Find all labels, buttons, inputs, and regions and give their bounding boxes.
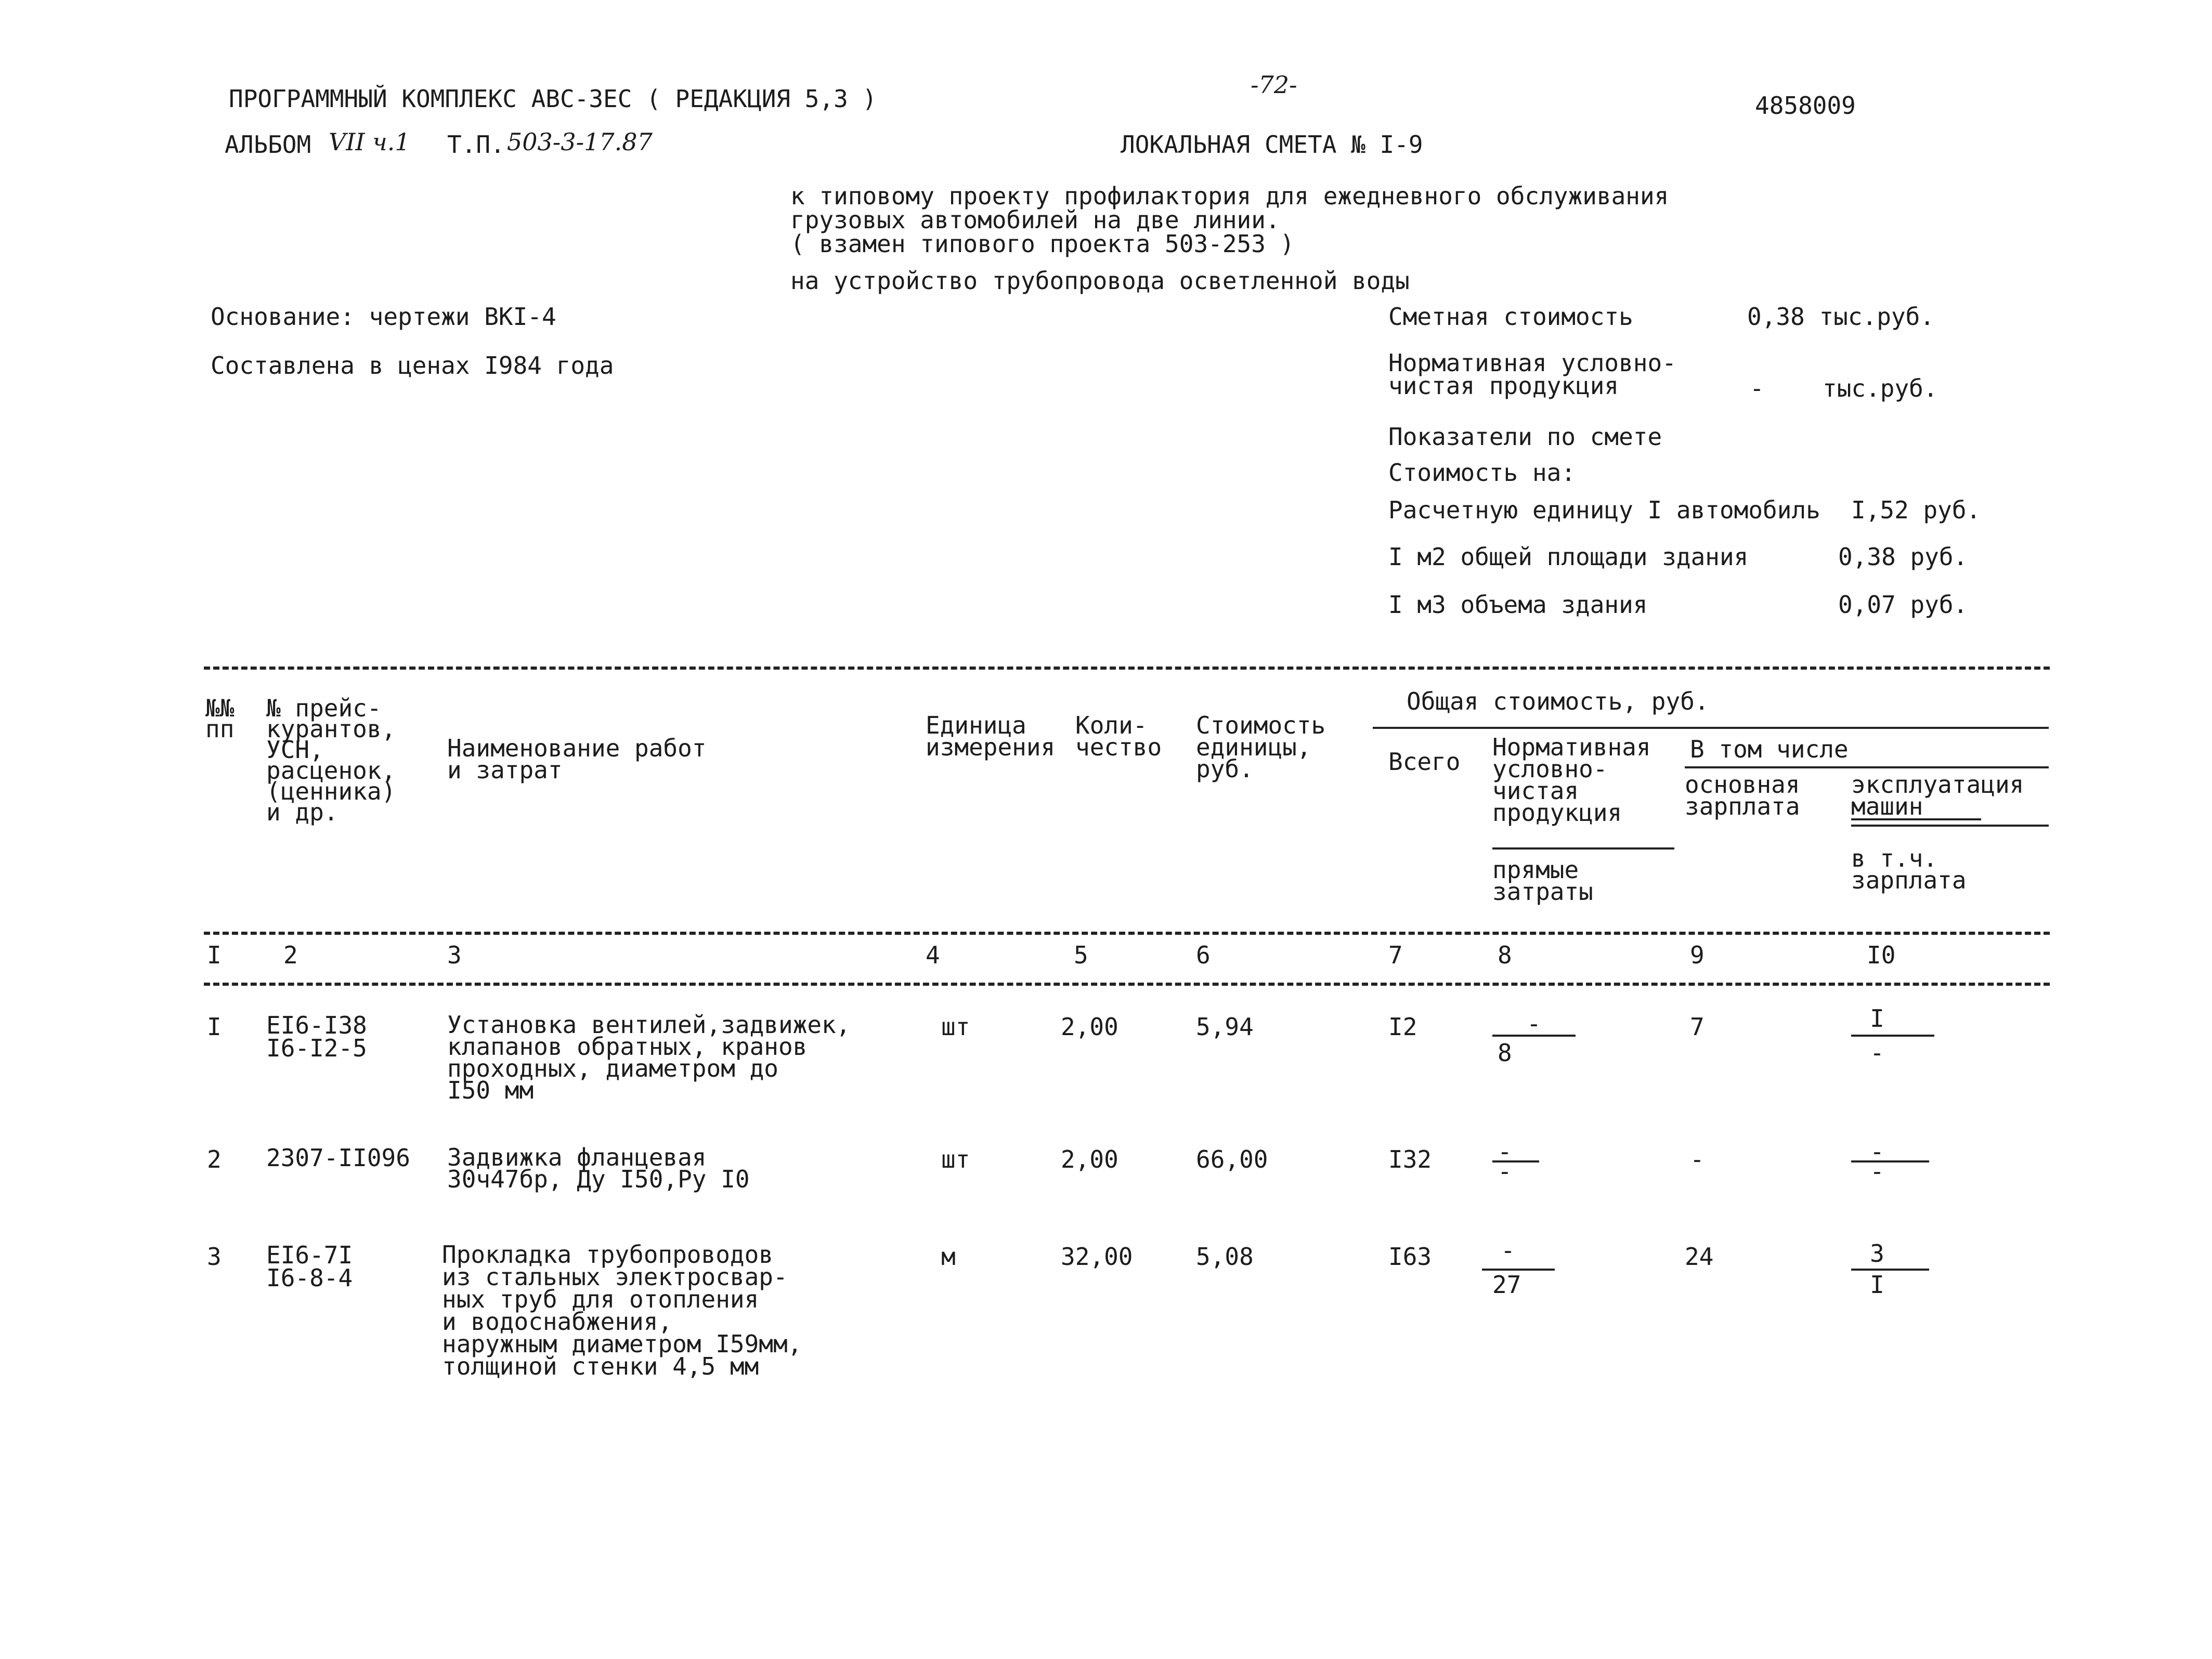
album-label: АЛЬБОМ <box>225 130 311 159</box>
cost-value: 0,38 тыс.руб. <box>1747 303 1935 331</box>
ncp-split-rule <box>1492 847 1674 850</box>
column-numbers-rule <box>204 983 2050 986</box>
row-machines-bottom: - <box>1870 1039 1884 1067</box>
col-number-8: 8 <box>1498 941 1512 969</box>
header-quantity: Коли- чество <box>1075 711 1162 761</box>
header-total: Всего <box>1388 748 1461 776</box>
row-machines-top: I <box>1870 1004 1884 1033</box>
ncp-value: - <box>1750 374 1764 402</box>
page-number: -72- <box>1251 71 1297 99</box>
row-machines-bottom: I <box>1870 1271 1884 1299</box>
header-incl-group: В том числе <box>1690 735 1849 763</box>
volume-indicator-label: I м3 объема здания <box>1388 591 1648 619</box>
row-ncp-bottom: 8 <box>1498 1039 1512 1067</box>
area-indicator-value: 0,38 руб. <box>1838 543 1968 571</box>
col-number-7: 7 <box>1388 941 1403 969</box>
area-indicator-label: I м2 общей площади здания <box>1388 543 1749 571</box>
row-total: I32 <box>1388 1145 1432 1173</box>
row-machines-rule <box>1851 1035 1934 1037</box>
ncp-unit: тыс.руб. <box>1823 374 1938 402</box>
row-machines-top: 3 <box>1870 1239 1884 1268</box>
row-ncp-rule <box>1492 1035 1576 1037</box>
header-bottom-rule <box>204 932 2050 935</box>
col-number-3: 3 <box>447 941 462 969</box>
col-number-1: I <box>207 941 222 969</box>
header-unit-cost: Стоимость единицы, руб. <box>1196 711 1326 783</box>
col-number-4: 4 <box>926 941 940 969</box>
row-name: Задвижка фланцевая 30ч47бр, Ду I50,Ру I0 <box>447 1143 750 1193</box>
header-price-code: № прейс- курантов, УСН, расценок, (ценника) и др. <box>266 694 396 826</box>
subject-line-1: к типовому проекту профилактория для ежедневного обслуживания <box>790 182 1669 210</box>
row-unit: м <box>941 1243 956 1271</box>
document-code: 4858009 <box>1755 92 1856 120</box>
header-machines: эксплуатация машин <box>1851 770 2024 820</box>
row-code: ЕI6-7I I6-8-4 <box>266 1241 353 1292</box>
row-total: I63 <box>1388 1243 1432 1271</box>
indicators-label: Показатели по смете <box>1388 423 1662 451</box>
basis-text: Основание: чертежи ВКI-4 <box>211 303 556 331</box>
program-title: ПРОГРАММНЫЙ КОМПЛЕКС АВС-ЗЕС ( РЕДАКЦИЯ 5,3 ) <box>229 85 877 113</box>
row-code: ЕI6-I38 I6-I2-5 <box>266 1011 367 1062</box>
row-unit-cost: 66,00 <box>1196 1145 1268 1173</box>
col-number-6: 6 <box>1196 941 1211 969</box>
row-ncp-top: - <box>1501 1236 1515 1264</box>
total-group-rule <box>1373 727 2049 729</box>
row-machines-rule <box>1851 1269 1929 1271</box>
row-number: 3 <box>207 1243 222 1271</box>
header-work-name: Наименование работ и затрат <box>447 734 707 784</box>
row-salary: 7 <box>1690 1013 1704 1041</box>
row-quantity: 2,00 <box>1061 1013 1118 1041</box>
table-top-rule <box>204 667 2050 670</box>
row-name: Прокладка трубопроводов из стальных электросвар- ных труб для отопления и водоснабжения, наружным диаметром I59мм, толщиной стенки 4,5 мм <box>442 1240 802 1380</box>
row-quantity: 32,00 <box>1061 1243 1133 1271</box>
row-ncp-top: - <box>1498 1138 1512 1166</box>
row-ncp-bottom: - <box>1498 1157 1512 1185</box>
row-machines-bottom: - <box>1870 1157 1884 1185</box>
header-direct-costs: прямые затраты <box>1492 856 1593 906</box>
volume-indicator-value: 0,07 руб. <box>1838 591 1968 619</box>
unit-indicator-label: Расчетную единицу I автомобиль <box>1388 496 1820 524</box>
cost-label: Сметная стоимость <box>1388 303 1633 331</box>
ncp-label: Нормативная условно- чистая продукция <box>1388 349 1676 400</box>
col-number-9: 9 <box>1690 941 1704 969</box>
header-unit: Единица измерения <box>926 711 1056 761</box>
tp-label: Т.П. <box>447 130 505 159</box>
col-number-2: 2 <box>283 941 298 969</box>
row-code: 2307-II096 <box>266 1144 410 1172</box>
unit-indicator-value: I,52 руб. <box>1851 496 1981 524</box>
header-total-group: Общая стоимость, руб. <box>1407 687 1709 715</box>
album-value: VII ч.1 <box>329 128 410 156</box>
row-name: Установка вентилей,задвижек, клапанов обратных, кранов проходных, диаметром до I50 мм <box>447 1011 851 1104</box>
incl-group-rule <box>1685 766 2049 768</box>
subject-line-3: ( взамен типового проекта 503-253 ) <box>790 230 1295 258</box>
row-ncp-top: - <box>1527 1010 1541 1038</box>
row-ncp-bottom: 27 <box>1492 1271 1521 1299</box>
col-number-5: 5 <box>1074 941 1088 969</box>
header-ncp: Нормативная условно- чистая продукция <box>1492 733 1651 827</box>
header-base-salary: основная зарплата <box>1685 770 1800 820</box>
row-unit-cost: 5,94 <box>1196 1013 1254 1041</box>
prices-text: Составлена в ценах I984 года <box>211 351 614 380</box>
row-machines-top: - <box>1870 1138 1884 1166</box>
subject-line-2: грузовых автомобилей на две линии. <box>790 206 1280 234</box>
machines-underline <box>1851 818 1981 820</box>
row-unit: шт <box>941 1013 970 1041</box>
row-number: 2 <box>207 1145 222 1173</box>
row-unit-cost: 5,08 <box>1196 1243 1254 1271</box>
row-unit: шт <box>941 1145 970 1173</box>
row-salary: 24 <box>1685 1243 1714 1271</box>
estimate-title: ЛОКАЛЬНАЯ СМЕТА № I-9 <box>1121 130 1423 159</box>
header-row-number: №№ пп <box>205 694 235 743</box>
tp-value: 503-3-17.87 <box>507 128 653 156</box>
subject-line-4: на устройство трубопровода осветленной воды <box>790 267 1410 295</box>
row-number: I <box>207 1013 222 1041</box>
cost-on-label: Стоимость на: <box>1388 459 1576 487</box>
machines-split-rule <box>1851 825 2049 827</box>
header-machines-salary: в т.ч. зарплата <box>1851 844 1967 894</box>
row-total: I2 <box>1388 1013 1417 1041</box>
col-number-10: I0 <box>1867 941 1896 969</box>
row-quantity: 2,00 <box>1061 1145 1118 1173</box>
row-salary: - <box>1690 1145 1704 1173</box>
